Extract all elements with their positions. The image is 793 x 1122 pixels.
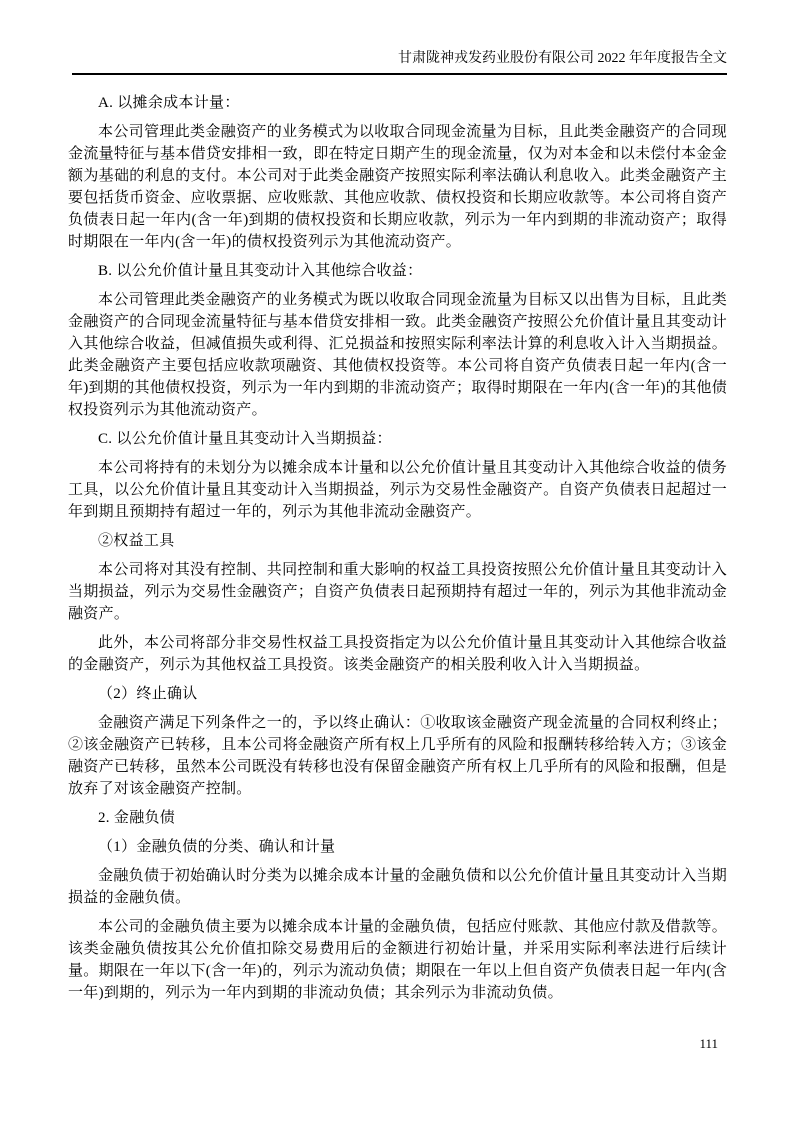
paragraph-derecognition: 金融资产满足下列条件之一的，予以终止确认：①收取该金融资产现金流量的合同权利终止；②该金融资产已转移，且本公司将金融资产所有权上几乎所有的风险和报酬转移给转入方；③该金融资产已转移，虽然本公司既没有转移也没有保留金融资产所有权上几乎所有的风险和报酬，但是放弃了对该金融资产控制。 — [68, 715, 727, 797]
page-number: 111 — [699, 1036, 718, 1051]
paragraph-liability-measurement: 本公司的金融负债主要为以摊余成本计量的金融负债，包括应付账款、其他应付款及借款等。该类金融负债按其公允价值扣除交易费用后的金额进行初始计量，并采用实际利率法进行后续计量。期限在一年以下(含一年)的，列示为流动负债；期限在一年以上但自资产负债表日起一年内(含一年)到期的，列示为一年内到期的非流动负债；其余列示为非流动负债。 — [68, 919, 727, 1001]
section-label-a: A. 以摊余成本计量： — [98, 95, 240, 111]
header-divider — [72, 73, 727, 75]
page-header — [72, 50, 727, 68]
report-header-title: 甘肃陇神戎发药业股份有限公司 2022 年年度报告全文 — [398, 51, 727, 66]
paragraph-equity-instruments-1: 本公司将对其没有控制、共同控制和重大影响的权益工具投资按照公允价值计量且其变动计入当期损益，列示为交易性金融资产；自资产负债表日起预期持有超过一年的，列示为其他非流动金融资产。 — [68, 562, 727, 622]
page-footer — [699, 1036, 718, 1052]
paragraph-fvoci: 本公司管理此类金融资产的业务模式为既以收取合同现金流量为目标又以出售为目标，且此类金融资产的合同现金流量特征与基本借贷安排相一致。此类金融资产按照公允价值计量且其变动计入其他综合收益，但减值损失或利得、汇兑损益和按照实际利率法计算的利息收入计入当期损益。此类金融资产主要包括应收款项融资、其他债权投资等。本公司将自资产负债表日起一年内(含一年)到期的其他债权投资，列示为一年内到期的非流动资产；取得时期限在一年内(含一年)的其他债权投资列示为其他流动资产。 — [68, 292, 727, 418]
paragraph-fvtpl: 本公司将持有的未划分为以摊余成本计量和以公允价值计量且其变动计入其他综合收益的债务工具，以公允价值计量且其变动计入当期损益，列示为交易性金融资产。自资产负债表日起超过一年到期且预期持有超过一年的，列示为其他非流动金融资产。 — [68, 460, 727, 520]
section-label-derecognition: （2）终止确认 — [98, 686, 198, 702]
section-label-equity-instruments: ②权益工具 — [98, 533, 175, 549]
paragraph-amortized-cost: 本公司管理此类金融资产的业务模式为以收取合同现金流量为目标，且此类金融资产的合同现金流量特征与基本借贷安排相一致，即在特定日期产生的现金流量，仅为对本金和以未偿付本金金额为基础的利息的支付。本公司对于此类金融资产按照实际利率法确认利息收入。此类金融资产主要包括货币资金、应收票据、应收账款、其他应收款、债权投资和长期应收款等。本公司将自资产负债表日起一年内(含一年)到期的债权投资和长期应收款，列示为一年内到期的非流动资产；取得时期限在一年内(含一年)的债权投资列示为其他流动资产。 — [68, 124, 727, 250]
paragraph-liability-classification: 金融负债于初始确认时分类为以摊余成本计量的金融负债和以公允价值计量且其变动计入当期损益的金融负债。 — [68, 868, 727, 906]
section-label-classification: （1）金融负债的分类、确认和计量 — [98, 839, 336, 855]
section-label-b: B. 以公允价值计量且其变动计入其他综合收益： — [98, 263, 423, 279]
paragraph-equity-instruments-2: 此外，本公司将部分非交易性权益工具投资指定为以公允价值计量且其变动计入其他综合收益的金融资产，列示为其他权益工具投资。该类金融资产的相关股利收入计入当期损益。 — [68, 635, 727, 673]
document-content — [68, 92, 727, 1011]
section-label-c: C. 以公允价值计量且其变动计入当期损益： — [98, 431, 392, 447]
section-label-financial-liabilities: 2. 金融负债 — [98, 810, 176, 826]
